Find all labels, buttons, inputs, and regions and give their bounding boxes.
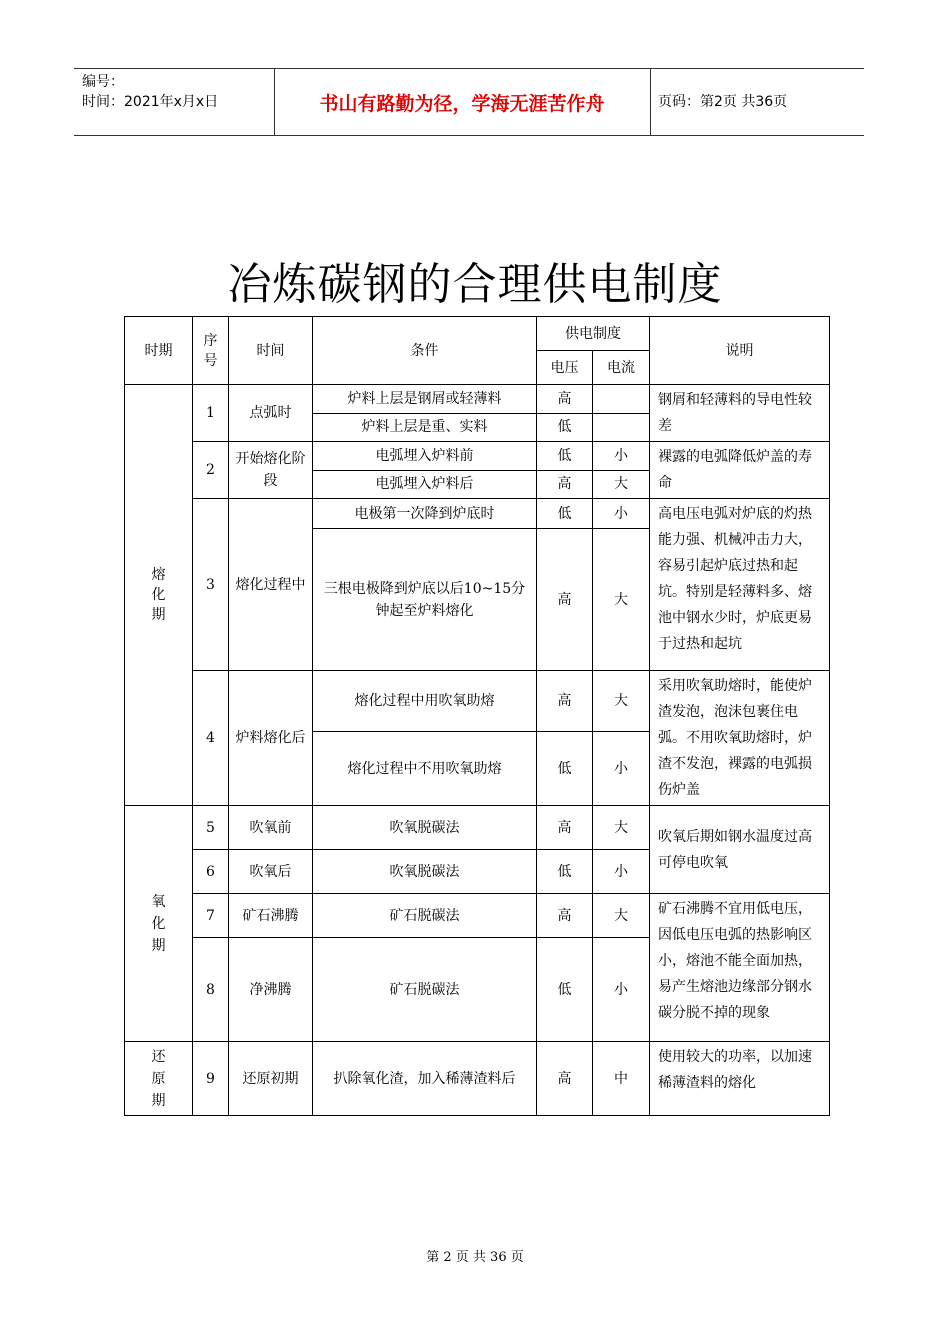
power-supply-table [124,316,830,1116]
row-condition: 熔化过程中不用吹氧助熔 [313,732,537,806]
row-note: 矿石沸腾不宜用低电压，因低电压电弧的热影响区小，熔池不能全面加热，易产生熔池边缘部分钢水碳分脱不掉的现象 [650,894,830,1042]
row-seq: 7 [193,894,229,938]
row-seq: 9 [193,1042,229,1116]
row-voltage: 高 [537,671,593,732]
row-voltage: 高 [537,385,593,414]
page-footer: 第 2 页 共 36 页 [426,1250,524,1265]
row-seq: 5 [193,806,229,850]
row-seq: 8 [193,938,229,1042]
header-condition: 条件 [313,317,537,385]
table-header-row [125,317,830,351]
row-condition: 吹氧脱碳法 [313,850,537,894]
row-voltage: 高 [537,1042,593,1116]
header-motto: 书山有路勤为径，学海无涯苦作舟 [274,69,651,135]
row-current: 小 [593,442,650,471]
row-voltage: 低 [537,442,593,471]
row-seq: 4 [193,671,229,806]
row-seq: 1 [193,385,229,442]
row-condition: 电弧埋入炉料后 [313,470,537,499]
row-current: 大 [593,806,650,850]
document-time-label: 时间：2021年x月x日 [82,94,219,110]
row-time: 开始熔化阶段 [229,442,313,499]
row-condition: 吹氧脱碳法 [313,806,537,850]
row-time: 吹氧前 [229,806,313,850]
row-time: 矿石沸腾 [229,894,313,938]
row-condition: 矿石脱碳法 [313,894,537,938]
row-note: 裸露的电弧降低炉盖的寿命 [650,442,830,499]
row-condition: 电极第一次降到炉底时 [313,499,537,529]
table-row [125,1042,830,1116]
row-condition: 三根电极降到炉底以后10~15分钟起至炉料熔化 [313,529,537,671]
row-current: 大 [593,470,650,499]
row-current: 大 [593,529,650,671]
document-title: 冶炼碳钢的合理供电制度 [227,259,723,310]
row-voltage: 高 [537,470,593,499]
row-current [593,413,650,442]
row-condition: 熔化过程中用吹氧助熔 [313,671,537,732]
table-row [125,806,830,850]
header-seq: 序号 [193,317,229,385]
row-seq: 6 [193,850,229,894]
period-reduction: 还原期 [125,1042,193,1116]
period-melting: 熔化期 [125,385,193,806]
row-current: 大 [593,894,650,938]
row-current [593,385,650,414]
document-number-label: 编号： [82,74,124,90]
row-condition: 矿石脱碳法 [313,938,537,1042]
row-note: 吹氧后期如钢水温度过高可停电吹氧 [650,806,830,894]
row-note: 使用较大的功率，以加速稀薄渣料的熔化 [650,1042,830,1116]
table-row [125,385,830,414]
row-time: 还原初期 [229,1042,313,1116]
row-note: 高电压电弧对炉底的灼热能力强、机械冲击力大，容易引起炉底过热和起坑。特别是轻薄料多、熔池中钢水少时，炉底更易于过热和起坑 [650,499,830,671]
header-current: 电流 [593,351,650,385]
table-row [125,442,830,471]
header-page-code: 页码：第2页 共36页 [658,94,788,110]
row-voltage: 低 [537,732,593,806]
row-condition: 炉料上层是钢屑或轻薄料 [313,385,537,414]
table-row [125,499,830,529]
header-period: 时期 [125,317,193,385]
row-time: 吹氧后 [229,850,313,894]
period-oxidation: 氧化期 [125,806,193,1042]
page-header [74,68,864,136]
row-seq: 3 [193,499,229,671]
row-time: 熔化过程中 [229,499,313,671]
row-current: 小 [593,850,650,894]
row-seq: 2 [193,442,229,499]
row-current: 中 [593,1042,650,1116]
row-voltage: 低 [537,850,593,894]
row-voltage: 低 [537,499,593,529]
row-voltage: 高 [537,894,593,938]
row-note: 钢屑和轻薄料的导电性较差 [650,385,830,442]
row-current: 大 [593,671,650,732]
row-condition: 扒除氧化渣，加入稀薄渣料后 [313,1042,537,1116]
table-row [125,894,830,938]
row-note: 采用吹氧助熔时，能使炉渣发泡，泡沫包裹住电弧。不用吹氧助熔时，炉渣不发泡，裸露的电弧损伤炉盖 [650,671,830,806]
header-voltage: 电压 [537,351,593,385]
header-time: 时间 [229,317,313,385]
row-current: 小 [593,938,650,1042]
row-voltage: 低 [537,413,593,442]
row-current: 小 [593,732,650,806]
header-info [74,69,275,135]
header-supply: 供电制度 [537,317,650,351]
row-voltage: 高 [537,806,593,850]
row-time: 炉料熔化后 [229,671,313,806]
row-current: 小 [593,499,650,529]
row-time: 净沸腾 [229,938,313,1042]
table-row [125,671,830,732]
header-note: 说明 [650,317,830,385]
row-voltage: 低 [537,938,593,1042]
row-voltage: 高 [537,529,593,671]
row-time: 点弧时 [229,385,313,442]
row-condition: 炉料上层是重、实料 [313,413,537,442]
row-condition: 电弧埋入炉料前 [313,442,537,471]
